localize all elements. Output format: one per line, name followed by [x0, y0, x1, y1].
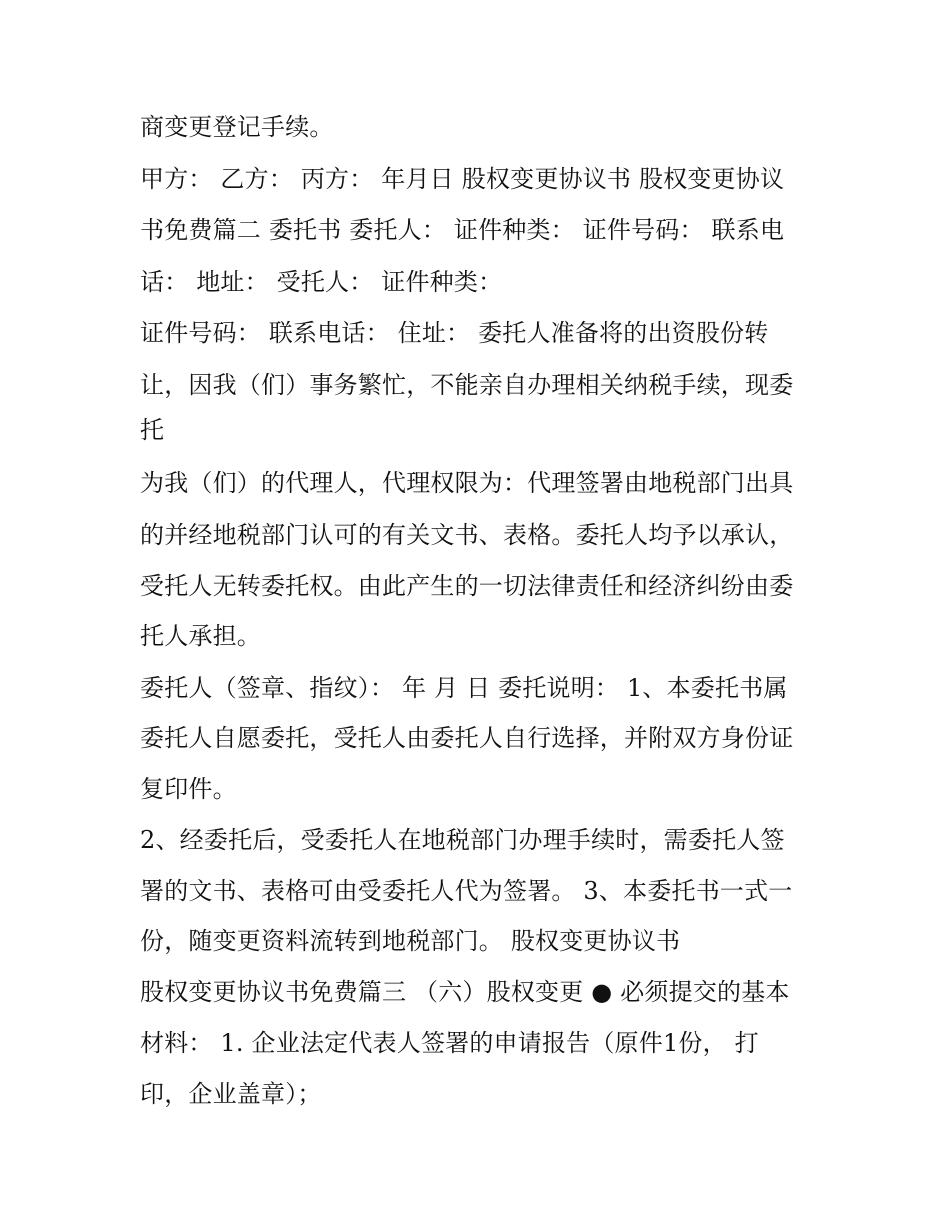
text-line: 份，随变更资料流转到地税部门。 股权变更协议书 — [140, 927, 681, 955]
text-line: 书免费篇二 委托书 委托人： 证件种类： 证件号码： 联系电 — [140, 216, 785, 244]
text-line: 材料： 1. 企业法定代表人签署的申请报告（原件1份， 打 — [140, 1029, 759, 1057]
text-line: 为我（们）的代理人，代理权限为：代理签署由地税部门出具 — [140, 469, 794, 497]
text-line: 商变更登记手续。 — [140, 113, 334, 141]
text-line: 让，因我（们）事务繁忙，不能亲自办理相关纳税手续，现委 — [140, 371, 794, 399]
text-line: 受托人无转委托权。由此产生的一切法律责任和经济纠纷由委 — [140, 572, 794, 600]
text-line: 股权变更协议书免费篇三 （六）股权变更 ● 必须提交的基本 — [140, 978, 790, 1006]
text-line: 署的文书、表格可由受委托人代为签署。 3、本委托书一式一 — [140, 877, 793, 905]
text-line: 话： 地址： 受托人： 证件种类： — [140, 268, 503, 296]
text-line: 印，企业盖章）； — [140, 1080, 322, 1108]
text-line: 托 — [140, 416, 165, 444]
text-line: 证件号码： 联系电话： 住址： 委托人准备将的出资股份转 — [140, 319, 769, 347]
text-line: 甲方： 乙方： 丙方： 年月日 股权变更协议书 股权变更协议 — [140, 165, 785, 193]
text-line: 委托人自愿委托，受托人由委托人自行选择，并附双方身份证 — [140, 724, 794, 752]
text-line: 的并经地税部门认可的有关文书、表格。委托人均予以承认， — [140, 521, 794, 549]
text-line: 委托人（签章、指纹）： 年 月 日 委托说明： 1、本委托书属 — [140, 674, 788, 702]
text-line: 2、经委托后，受委托人在地税部门办理手续时，需委托人签 — [140, 826, 785, 854]
text-line: 复印件。 — [140, 775, 237, 803]
text-line: 托人承担。 — [140, 622, 261, 650]
